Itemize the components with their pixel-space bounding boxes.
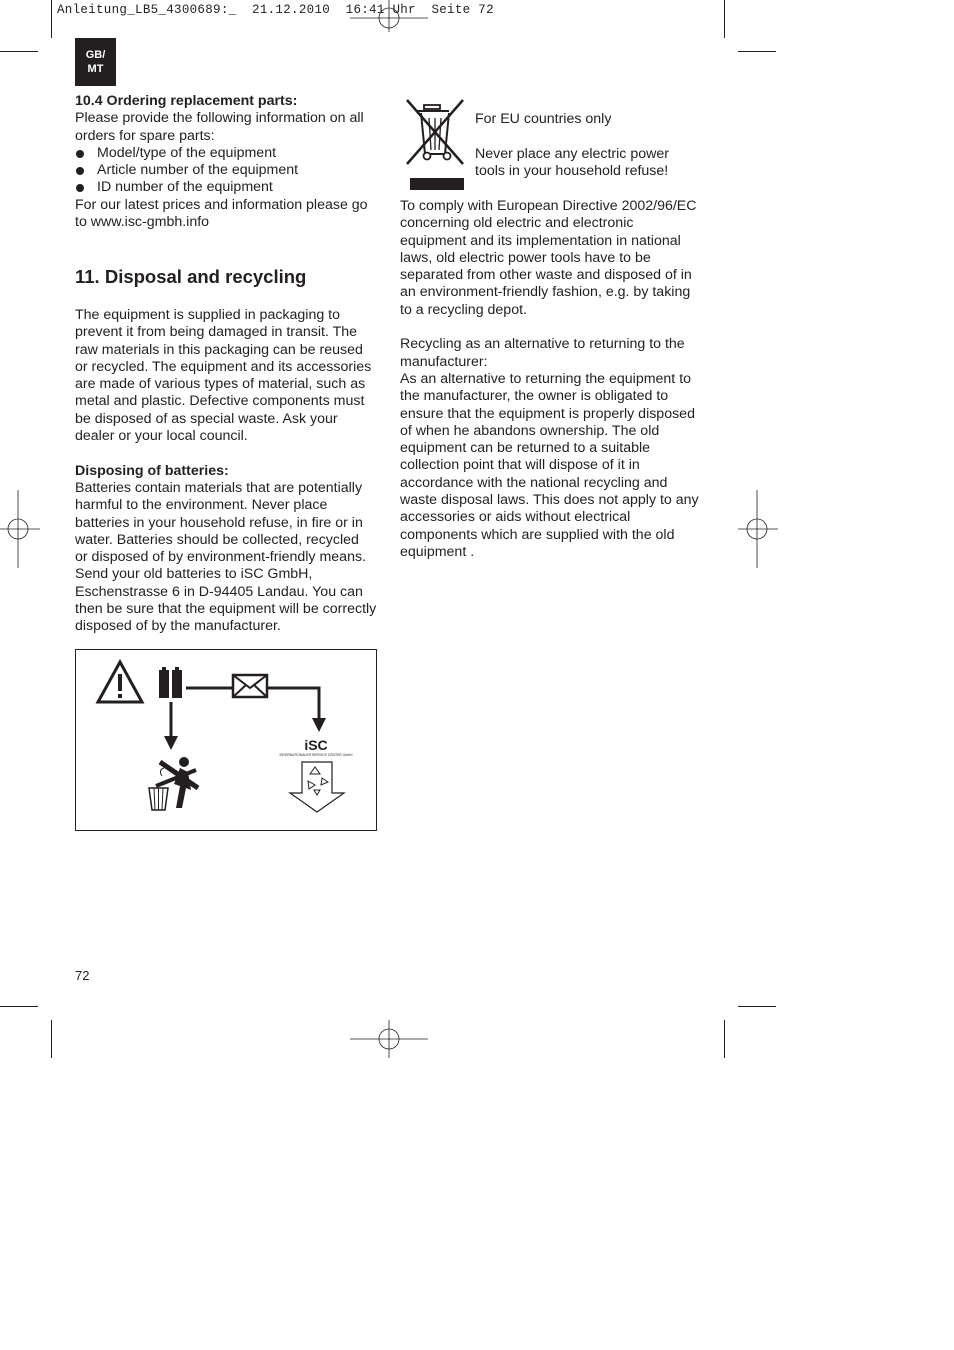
- subsection-heading: Disposing of batteries:: [75, 462, 229, 479]
- crop-mark: [738, 1006, 776, 1007]
- battery-disposal-figure: [75, 649, 377, 831]
- battery-disposal-diagram: [76, 650, 376, 830]
- chapter-heading: 11. Disposal and recycling: [75, 266, 307, 287]
- list-item: Article number of the equipment: [75, 162, 380, 179]
- registration-mark-bottom: [350, 1020, 428, 1058]
- text-line: collection point that will dispose of it in: [400, 457, 640, 474]
- no-trash-icon: [149, 757, 198, 810]
- text-line: Please provide the following information on all: [75, 110, 364, 127]
- text-line: manufacturer:: [400, 353, 488, 370]
- text-line: orders for spare parts:: [75, 127, 215, 144]
- text-line: To comply with European Directive 2002/96/EC: [400, 198, 697, 214]
- disposal-text: [75, 307, 380, 636]
- text-line: Never place any electric power: [475, 145, 669, 162]
- battery-icon: [159, 667, 182, 698]
- text-line: metal and plastic. Defective components must: [75, 393, 365, 410]
- text-line: components which are supplied with the old: [400, 526, 675, 543]
- list-item: Model/type of the equipment: [75, 145, 380, 162]
- weee-notice: [475, 111, 725, 180]
- text-line: harmful to the environment. Never place: [75, 497, 328, 514]
- text-line: an environment-friendly fashion, e.g. by taking: [400, 284, 691, 301]
- language-badge-line: MT: [87, 63, 104, 75]
- crop-mark: [0, 1006, 38, 1007]
- text-line: then be sure that the equipment will be correctly: [75, 601, 377, 618]
- warning-icon: [98, 662, 142, 702]
- isc-logo: iSC: [304, 737, 328, 753]
- registration-mark-left: [0, 490, 40, 568]
- text-line: equipment and its implementation in national: [400, 232, 681, 249]
- text-line: concerning old electric and electronic: [400, 215, 634, 232]
- text-line: the manufacturer, the owner is obligated to: [400, 388, 669, 405]
- text-line: As an alternative to returning the equipment to: [400, 370, 692, 387]
- text-line: prevent it from being damaged in transit. The: [75, 324, 358, 341]
- list-item: ID number of the equipment: [75, 179, 380, 196]
- crop-mark: [51, 1020, 52, 1058]
- text-line: disposed of by the manufacturer.: [75, 618, 281, 635]
- text-line: or recycled. The equipment and its accessories: [75, 358, 372, 375]
- registration-mark-right: [738, 490, 778, 568]
- text-line: water. Batteries should be collected, recycled: [75, 531, 359, 548]
- text-line: Batteries contain materials that are potentially: [75, 479, 363, 496]
- text-line: accessories or aids without electrical: [400, 509, 631, 526]
- text-line: be disposed of as special waste. Ask your: [75, 410, 338, 427]
- isc-subtitle: INTERNATIONALER SERVICE CENTER GmbH: [279, 753, 353, 757]
- crop-mark: [0, 51, 38, 52]
- text-line: separated from other waste and disposed of in: [400, 267, 692, 284]
- crop-mark: [724, 0, 725, 38]
- text-line: The equipment is supplied in packaging to: [75, 307, 341, 323]
- crop-mark: [738, 51, 776, 52]
- text-line: accordance with the national recycling and: [400, 474, 668, 491]
- text-line: raw materials in this packaging can be reused: [75, 341, 363, 358]
- text-line: For our latest prices and information please go: [75, 196, 368, 213]
- left-column: [75, 93, 380, 231]
- text-line: Recycling as an alternative to returning to the: [400, 336, 685, 353]
- text-line: of when he abandons ownership. The old: [400, 422, 660, 439]
- page-number: 72: [75, 968, 90, 983]
- right-column-text: [400, 198, 720, 561]
- text-line: are made of various types of material, such as: [75, 376, 366, 393]
- crop-mark: [724, 1020, 725, 1058]
- text-line: laws, old electric power tools have to be: [400, 249, 651, 266]
- print-slug: Anleitung_LB5_4300689:_ 21.12.2010 16:41 Uhr Seite 72: [57, 3, 494, 17]
- language-badge-line: GB/: [85, 49, 106, 61]
- envelope-icon: [233, 675, 267, 697]
- crossed-bin-icon: [403, 98, 467, 192]
- bullet-list: [75, 145, 380, 197]
- text-line: ensure that the equipment is properly disposed: [400, 405, 695, 422]
- text-line: equipment .: [400, 543, 475, 560]
- text-line: dealer or your local council.: [75, 428, 248, 445]
- text-line: equipment can be returned to a suitable: [400, 440, 651, 457]
- text-line: Eschenstrasse 6 in D-94405 Landau. You can: [75, 583, 363, 600]
- text-line: to a recycling depot.: [400, 301, 527, 318]
- crop-mark: [51, 0, 52, 38]
- text-line: tools in your household refuse!: [475, 162, 669, 179]
- text-line: For EU countries only: [475, 111, 612, 127]
- recycle-icon: [290, 762, 344, 812]
- text-line: waste disposal laws. This does not apply to any: [400, 492, 699, 509]
- text-line: or disposed of by environment-friendly means.: [75, 549, 366, 566]
- text-line: batteries in your household refuse, in fire or in: [75, 514, 363, 531]
- text-line: Send your old batteries to iSC GmbH,: [75, 566, 313, 583]
- section-heading: 10.4 Ordering replacement parts:: [75, 93, 298, 109]
- language-badge: [75, 38, 116, 86]
- text-line: to www.isc-gmbh.info: [75, 214, 210, 231]
